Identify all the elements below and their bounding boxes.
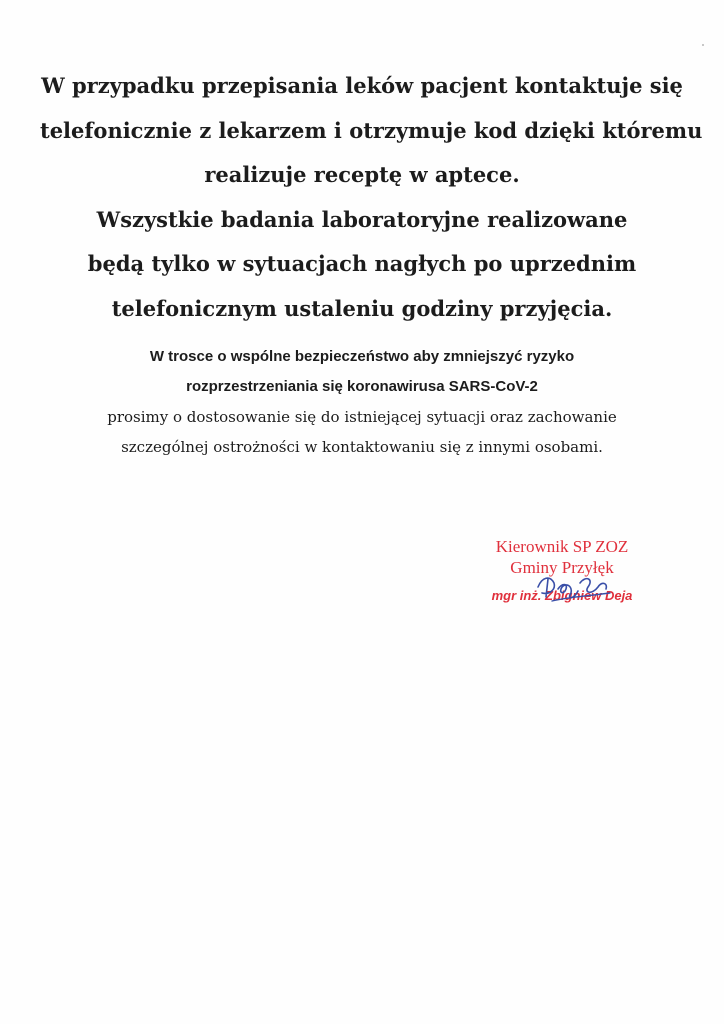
notice-line: realizuje receptę w aptece. [204,162,520,188]
scan-speck [702,44,704,46]
notice-line: telefonicznie z lekarzem i otrzymuje kod dzięki któremu [40,117,703,143]
safety-appeal [40,342,684,462]
notice-line: Wszystkie badania laboratoryjne realizowane [96,206,628,232]
appeal-line: W trosce o wspólne bezpieczeństwo aby zmniejszyć ryzyko [149,348,575,365]
appeal-line: prosimy o dostosowanie się do istniejącej sytuacji oraz zachowanie [107,408,617,426]
main-notice [40,64,703,332]
notice-line: telefonicznym ustaleniu godziny przyjęcia. [111,295,613,321]
notice-line: będą tylko w sytuacjach nagłych po uprzednim [87,251,637,277]
stamp-signatory-name: mgr inż. Zbigniew Deja [491,588,633,603]
stamp-title: Kierownik SP ZOZ [495,537,629,556]
stamp-institution: Gminy Przyłęk [510,558,614,577]
appeal-line: rozprzestrzeniania się koronawirusa SARS-CoV-2 [186,378,538,395]
appeal-line: szczególnej ostrożności w kontaktowaniu się z innymi osobami. [121,438,603,456]
handwritten-signature [528,565,618,611]
notice-line: W przypadku przepisania leków pacjent kontaktuje się [41,73,683,98]
